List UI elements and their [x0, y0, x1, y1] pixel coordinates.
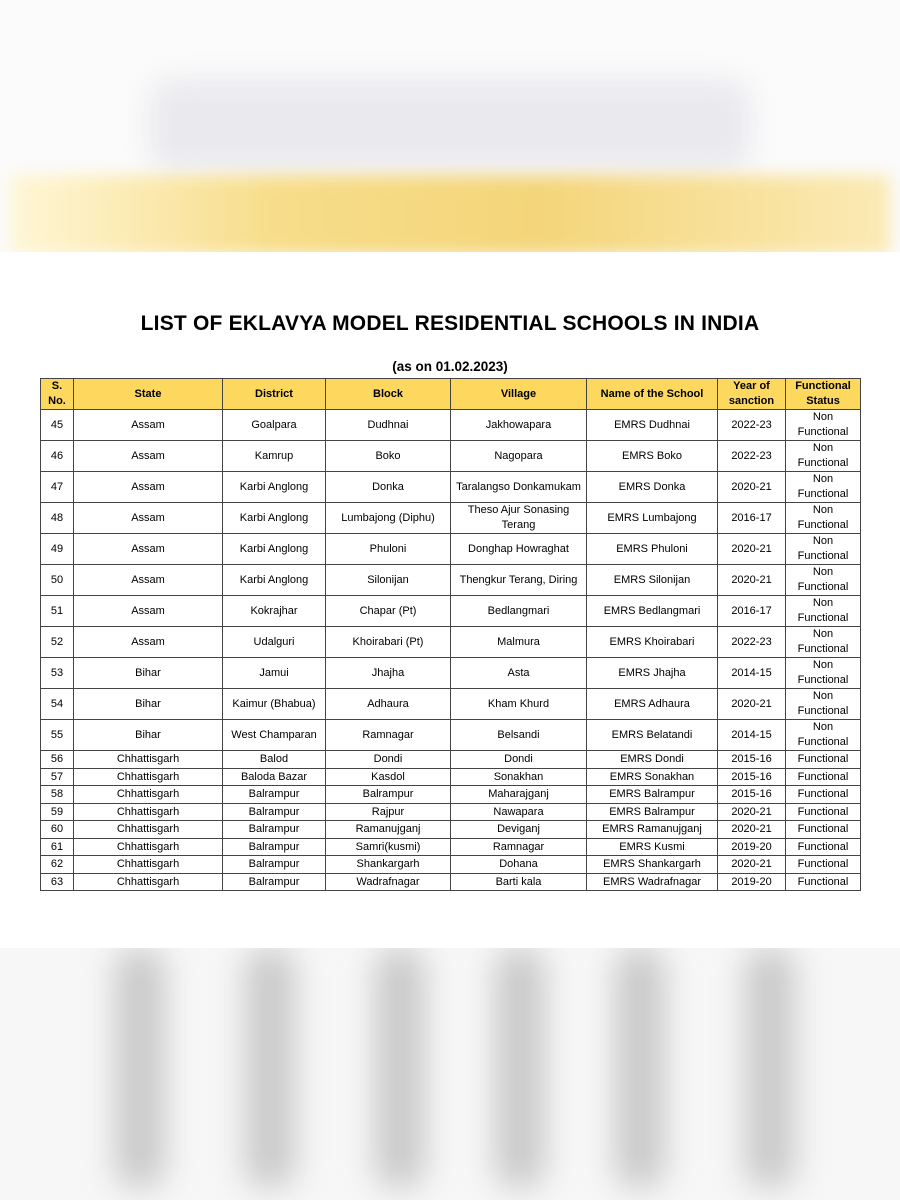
table-cell: Balrampur: [223, 838, 326, 856]
table-cell: Balrampur: [223, 786, 326, 804]
table-row: [41, 720, 861, 751]
table-cell: Samri(kusmi): [326, 838, 451, 856]
table-cell: EMRS Shankargarh: [587, 856, 718, 874]
table-cell: Functional: [786, 768, 861, 786]
table-row: [41, 873, 861, 891]
table-cell: Chhattisgarh: [74, 751, 223, 769]
table-cell: 59: [41, 803, 74, 821]
table-cell: Barti kala: [451, 873, 587, 891]
table-body: [41, 410, 861, 891]
table-row: [41, 768, 861, 786]
table-cell: 2020-21: [718, 472, 786, 503]
table-cell: Assam: [74, 534, 223, 565]
table-cell: Jamui: [223, 658, 326, 689]
table-cell: 62: [41, 856, 74, 874]
table-cell: Chhattisgarh: [74, 768, 223, 786]
table-cell: Balrampur: [326, 786, 451, 804]
table-cell: 54: [41, 689, 74, 720]
table-cell: Karbi Anglong: [223, 503, 326, 534]
table-cell: 55: [41, 720, 74, 751]
table-cell: EMRS Silonijan: [587, 565, 718, 596]
column-header: Name of the School: [587, 379, 718, 410]
table-cell: EMRS Boko: [587, 441, 718, 472]
table-row: [41, 803, 861, 821]
table-cell: Chhattisgarh: [74, 821, 223, 839]
table-cell: Donka: [326, 472, 451, 503]
table-cell: Non Functional: [786, 441, 861, 472]
table-cell: Balrampur: [223, 873, 326, 891]
table-cell: 2022-23: [718, 410, 786, 441]
table-cell: EMRS Sonakhan: [587, 768, 718, 786]
table-cell: EMRS Jhajha: [587, 658, 718, 689]
table-cell: EMRS Wadrafnagar: [587, 873, 718, 891]
table-cell: Chhattisgarh: [74, 838, 223, 856]
table-cell: Non Functional: [786, 503, 861, 534]
table-cell: EMRS Khoirabari: [587, 627, 718, 658]
table-cell: Wadrafnagar: [326, 873, 451, 891]
table-cell: 48: [41, 503, 74, 534]
table-cell: EMRS Balrampur: [587, 786, 718, 804]
table-cell: Boko: [326, 441, 451, 472]
table-cell: Deviganj: [451, 821, 587, 839]
table-cell: West Champaran: [223, 720, 326, 751]
blurred-shape: [745, 948, 795, 1188]
table-cell: 2022-23: [718, 441, 786, 472]
table-row: [41, 472, 861, 503]
table-row: [41, 627, 861, 658]
table-cell: Non Functional: [786, 658, 861, 689]
table-cell: Udalguri: [223, 627, 326, 658]
table-cell: Phuloni: [326, 534, 451, 565]
table-cell: 2016-17: [718, 503, 786, 534]
table-cell: Lumbajong (Diphu): [326, 503, 451, 534]
table-cell: 2022-23: [718, 627, 786, 658]
table-cell: Taralangso Donkamukam: [451, 472, 587, 503]
column-header: State: [74, 379, 223, 410]
table-cell: Chapar (Pt): [326, 596, 451, 627]
table-cell: Baloda Bazar: [223, 768, 326, 786]
table-cell: 61: [41, 838, 74, 856]
table-cell: 47: [41, 472, 74, 503]
table-cell: Silonijan: [326, 565, 451, 596]
table-cell: Kaimur (Bhabua): [223, 689, 326, 720]
table-cell: EMRS Belatandi: [587, 720, 718, 751]
table-cell: Non Functional: [786, 565, 861, 596]
table-cell: Asta: [451, 658, 587, 689]
table-cell: 56: [41, 751, 74, 769]
column-header: Block: [326, 379, 451, 410]
blurred-shape: [115, 948, 165, 1188]
table-cell: 2019-20: [718, 873, 786, 891]
table-cell: Chhattisgarh: [74, 873, 223, 891]
table-cell: Rajpur: [326, 803, 451, 821]
table-cell: Goalpara: [223, 410, 326, 441]
table-row: [41, 689, 861, 720]
table-row: [41, 410, 861, 441]
table-row: [41, 658, 861, 689]
table-cell: Jakhowapara: [451, 410, 587, 441]
column-header: District: [223, 379, 326, 410]
table-cell: Sonakhan: [451, 768, 587, 786]
table-cell: 2015-16: [718, 751, 786, 769]
table-cell: Assam: [74, 441, 223, 472]
table-cell: Non Functional: [786, 689, 861, 720]
table-cell: 2020-21: [718, 821, 786, 839]
table-cell: Dohana: [451, 856, 587, 874]
table-cell: Assam: [74, 503, 223, 534]
table-cell: Ramnagar: [451, 838, 587, 856]
table-cell: Belsandi: [451, 720, 587, 751]
column-header: Year of sanction: [718, 379, 786, 410]
table-cell: Maharajganj: [451, 786, 587, 804]
table-cell: Bedlangmari: [451, 596, 587, 627]
blurred-banner-text: [150, 80, 750, 170]
table-row: [41, 838, 861, 856]
table-cell: Functional: [786, 856, 861, 874]
table-cell: Balrampur: [223, 803, 326, 821]
table-cell: 2020-21: [718, 689, 786, 720]
table-cell: Kasdol: [326, 768, 451, 786]
table-cell: Assam: [74, 410, 223, 441]
column-header: Functional Status: [786, 379, 861, 410]
table-cell: EMRS Donka: [587, 472, 718, 503]
table-cell: Balod: [223, 751, 326, 769]
table-cell: EMRS Balrampur: [587, 803, 718, 821]
table-cell: Jhajha: [326, 658, 451, 689]
table-cell: 51: [41, 596, 74, 627]
table-cell: Nawapara: [451, 803, 587, 821]
table-cell: Non Functional: [786, 627, 861, 658]
table-row: [41, 856, 861, 874]
table-cell: Khoirabari (Pt): [326, 627, 451, 658]
table-row: [41, 821, 861, 839]
table-cell: Non Functional: [786, 410, 861, 441]
table-cell: Assam: [74, 627, 223, 658]
table-header: [41, 379, 861, 410]
table-cell: 2014-15: [718, 658, 786, 689]
blurred-shape: [495, 948, 545, 1188]
table-cell: Bihar: [74, 689, 223, 720]
table-row: [41, 441, 861, 472]
table-cell: Assam: [74, 472, 223, 503]
table-cell: Nagopara: [451, 441, 587, 472]
table-cell: Shankargarh: [326, 856, 451, 874]
table-row: [41, 534, 861, 565]
schools-table: [40, 378, 861, 891]
table-cell: Donghap Howraghat: [451, 534, 587, 565]
table-cell: EMRS Lumbajong: [587, 503, 718, 534]
table-cell: Chhattisgarh: [74, 803, 223, 821]
table-cell: 57: [41, 768, 74, 786]
column-header: Village: [451, 379, 587, 410]
table-row: [41, 596, 861, 627]
table-cell: Kham Khurd: [451, 689, 587, 720]
blurred-header-banner: [0, 0, 900, 252]
table-cell: Ramanujganj: [326, 821, 451, 839]
table-cell: EMRS Adhaura: [587, 689, 718, 720]
table-cell: Dondi: [326, 751, 451, 769]
table-cell: Karbi Anglong: [223, 534, 326, 565]
table-cell: Balrampur: [223, 856, 326, 874]
table-cell: Functional: [786, 751, 861, 769]
table-cell: Assam: [74, 596, 223, 627]
table-cell: 46: [41, 441, 74, 472]
table-cell: Functional: [786, 873, 861, 891]
table-cell: Kamrup: [223, 441, 326, 472]
table-cell: 2014-15: [718, 720, 786, 751]
table-cell: Theso Ajur Sonasing Terang: [451, 503, 587, 534]
table-cell: 2019-20: [718, 838, 786, 856]
table-cell: Dondi: [451, 751, 587, 769]
table-cell: Adhaura: [326, 689, 451, 720]
table-row: [41, 751, 861, 769]
table-cell: EMRS Dondi: [587, 751, 718, 769]
table-cell: 53: [41, 658, 74, 689]
table-cell: 45: [41, 410, 74, 441]
table-cell: Non Functional: [786, 534, 861, 565]
blurred-footer: [0, 948, 900, 1200]
table-cell: EMRS Phuloni: [587, 534, 718, 565]
table-cell: Functional: [786, 803, 861, 821]
table-cell: 52: [41, 627, 74, 658]
table-cell: Non Functional: [786, 596, 861, 627]
table-cell: Non Functional: [786, 720, 861, 751]
table-row: [41, 786, 861, 804]
table-cell: EMRS Dudhnai: [587, 410, 718, 441]
table-cell: Functional: [786, 838, 861, 856]
table-cell: Thengkur Terang, Diring: [451, 565, 587, 596]
table-cell: 2020-21: [718, 803, 786, 821]
table-row: [41, 503, 861, 534]
table-cell: EMRS Ramanujganj: [587, 821, 718, 839]
table-cell: EMRS Bedlangmari: [587, 596, 718, 627]
header-row: [41, 379, 861, 410]
blurred-banner-stripe: [10, 175, 890, 252]
page-subtitle: (as on 01.02.2023): [392, 359, 508, 374]
table-cell: 58: [41, 786, 74, 804]
table-cell: 60: [41, 821, 74, 839]
table-cell: Dudhnai: [326, 410, 451, 441]
blurred-shape: [615, 948, 665, 1188]
table-cell: 2020-21: [718, 856, 786, 874]
table-cell: Karbi Anglong: [223, 565, 326, 596]
table-cell: EMRS Kusmi: [587, 838, 718, 856]
table-cell: 2020-21: [718, 565, 786, 596]
table-row: [41, 565, 861, 596]
table-cell: Chhattisgarh: [74, 786, 223, 804]
table-cell: Karbi Anglong: [223, 472, 326, 503]
table-cell: 2015-16: [718, 786, 786, 804]
table-cell: 2020-21: [718, 534, 786, 565]
table-cell: Non Functional: [786, 472, 861, 503]
table-cell: Ramnagar: [326, 720, 451, 751]
table-cell: 49: [41, 534, 74, 565]
blurred-shape: [375, 948, 425, 1188]
column-header: S. No.: [41, 379, 74, 410]
table-cell: Bihar: [74, 658, 223, 689]
table-cell: Assam: [74, 565, 223, 596]
table-cell: 2016-17: [718, 596, 786, 627]
table-cell: Functional: [786, 786, 861, 804]
table-cell: Malmura: [451, 627, 587, 658]
table-cell: Balrampur: [223, 821, 326, 839]
table-cell: Kokrajhar: [223, 596, 326, 627]
page-title: LIST OF EKLAVYA MODEL RESIDENTIAL SCHOOLS IN INDIA: [140, 312, 760, 335]
table-cell: Bihar: [74, 720, 223, 751]
blurred-shape: [245, 948, 295, 1188]
table-cell: Functional: [786, 821, 861, 839]
table-cell: 2015-16: [718, 768, 786, 786]
table-cell: 63: [41, 873, 74, 891]
table-cell: 50: [41, 565, 74, 596]
table-cell: Chhattisgarh: [74, 856, 223, 874]
